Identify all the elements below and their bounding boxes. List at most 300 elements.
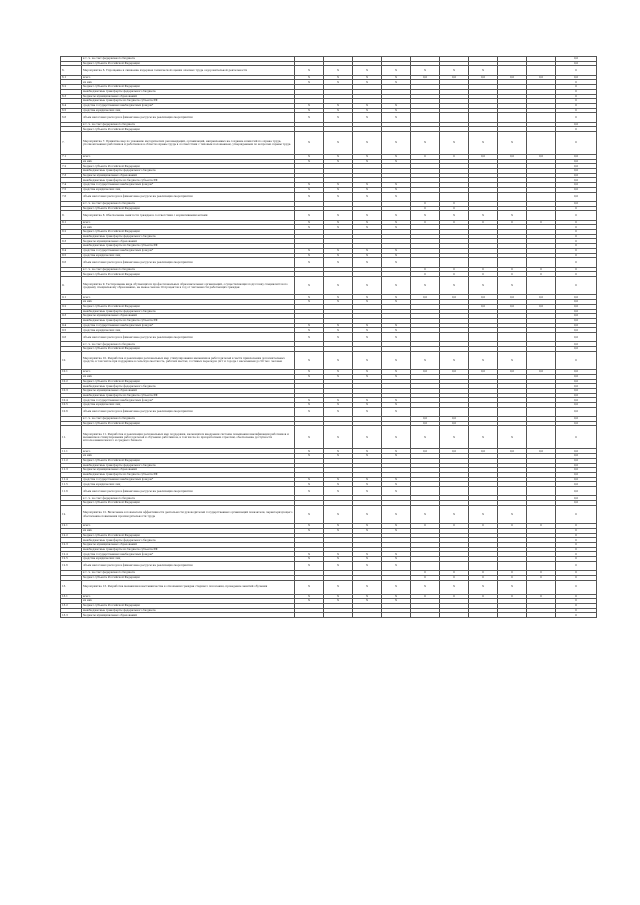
row-description: межбюджетные трансферты федерального бюджета (82, 538, 295, 543)
value-cell: X (353, 80, 382, 85)
row-number: 9.4 (61, 323, 82, 328)
row-description: Мероприятие 6. Упрощение и снижение издержек технической оценки опасных труда оздоровительной деятельности (82, 66, 295, 75)
table-row (61, 258, 597, 267)
value-cell: X (353, 374, 382, 379)
value-cell (440, 561, 469, 570)
total-cell: 0 (556, 244, 597, 249)
row-number: 11.4 (61, 477, 82, 482)
row-number: 10.5 (61, 403, 82, 408)
value-cell (411, 332, 440, 341)
value-cell (324, 613, 353, 618)
value-cell: X (382, 253, 411, 258)
value-cell (498, 561, 527, 570)
row-number: 9.6 (61, 332, 82, 341)
value-cell: X (353, 552, 382, 557)
value-cell: X (324, 482, 353, 487)
value-cell: 0,0 (440, 449, 469, 454)
row-number: 13.2 (61, 603, 82, 608)
value-cell: X (382, 211, 411, 220)
total-cell: 0,0 (556, 309, 597, 314)
value-cell (411, 561, 440, 570)
value-cell: 0 (440, 220, 469, 225)
value-cell (527, 192, 556, 201)
value-cell: 0,0 (527, 370, 556, 375)
total-cell: 0 (556, 89, 597, 94)
value-cell: 0,0 (498, 295, 527, 300)
value-cell: X (324, 75, 353, 80)
value-cell: X (324, 370, 353, 375)
value-cell (527, 258, 556, 267)
row-description: бюджеты муниципальных образований (82, 94, 295, 99)
value-cell: 0 (440, 201, 469, 206)
value-cell: X (353, 482, 382, 487)
value-cell: X (295, 561, 324, 570)
total-cell: 0,0 (556, 347, 597, 352)
value-cell: X (324, 248, 353, 253)
row-description: бюджет субъекта Российской Федерации (82, 61, 295, 66)
value-cell (527, 132, 556, 155)
value-cell: X (295, 132, 324, 155)
row-description: бюджет субъекта Российской Федерации (82, 164, 295, 169)
value-cell (498, 66, 527, 75)
value-cell: X (324, 300, 353, 305)
value-cell: 0 (469, 267, 498, 272)
row-description: из них (82, 374, 295, 379)
row-number: 9. (61, 276, 82, 295)
value-cell: X (353, 295, 382, 300)
value-cell: X (382, 108, 411, 113)
row-number: 8.2 (61, 230, 82, 235)
value-cell: X (498, 351, 527, 370)
value-cell: 0 (527, 220, 556, 225)
row-description: Мероприятие 8. Обеспечение занятости граждан в соответствии с нормативными актами (82, 211, 295, 220)
value-cell: X (382, 454, 411, 459)
total-cell: 0,0 (556, 332, 597, 341)
row-number: 12.2 (61, 533, 82, 538)
table-row (61, 486, 597, 495)
table-row (61, 613, 597, 618)
document-page (60, 56, 579, 618)
total-cell: 0 (556, 99, 597, 104)
value-cell: X (440, 351, 469, 370)
total-cell: 0 (556, 239, 597, 244)
value-cell: X (324, 398, 353, 403)
row-description: Мероприятие 12. Включение в показатели эффективности деятельности руководителей государственных организаций показателя, характеризующего обеспечение повышения производительности труда (82, 505, 295, 524)
value-cell: X (324, 220, 353, 225)
value-cell: X (353, 426, 382, 449)
value-cell: X (382, 328, 411, 333)
value-cell: X (382, 300, 411, 305)
value-cell: X (324, 323, 353, 328)
total-cell: 0,0 (556, 501, 597, 506)
total-cell: 0,0 (556, 384, 597, 389)
value-cell: X (353, 192, 382, 201)
row-number: 6. (61, 66, 82, 75)
value-cell: X (382, 75, 411, 80)
value-cell: X (324, 351, 353, 370)
value-cell: X (469, 426, 498, 449)
value-cell: X (295, 323, 324, 328)
value-cell: X (324, 557, 353, 562)
value-cell: X (382, 370, 411, 375)
total-cell: 0,0 (556, 407, 597, 416)
total-cell: 0 (556, 66, 597, 75)
row-number: 11.1 (61, 449, 82, 454)
total-cell: 0 (556, 557, 597, 562)
value-cell: 0 (411, 575, 440, 580)
value-cell: X (440, 132, 469, 155)
row-description: бюджеты муниципальных образований (82, 239, 295, 244)
row-description: межбюджетные трансферты федерального бюджета (82, 309, 295, 314)
row-description: из них (82, 225, 295, 230)
value-cell: X (324, 328, 353, 333)
value-cell (498, 407, 527, 416)
total-cell: 0,0 (556, 328, 597, 333)
total-cell: 0,0 (556, 159, 597, 164)
value-cell: 0 (440, 267, 469, 272)
total-cell: 0,0 (556, 169, 597, 174)
total-cell: 0,0 (556, 486, 597, 495)
row-description: бюджеты муниципальных образований (82, 314, 295, 319)
total-cell: 0 (556, 127, 597, 132)
total-cell: 0,0 (556, 370, 597, 375)
row-number: 10.1 (61, 370, 82, 375)
total-cell: 0,0 (556, 417, 597, 422)
value-cell: X (295, 557, 324, 562)
value-cell: X (353, 594, 382, 599)
value-cell: X (295, 103, 324, 108)
value-cell: X (295, 155, 324, 160)
total-cell: 0 (556, 543, 597, 548)
total-cell: 0,0 (556, 314, 597, 319)
value-cell: X (324, 599, 353, 604)
table-row (61, 66, 597, 75)
value-cell: X (295, 300, 324, 305)
value-cell: X (295, 80, 324, 85)
value-cell: X (353, 505, 382, 524)
total-cell: 0,0 (556, 57, 597, 62)
value-cell: X (382, 351, 411, 370)
table-row (61, 580, 597, 594)
row-number: 11.5 (61, 482, 82, 487)
total-cell: 0,0 (556, 304, 597, 309)
row-description: Мероприятие 11. Разработка и реализация региональных мер поддержки, касающихся внедрения системы повышения квалификации работников и механизмов стимулирования работодателей к обучению работников, в том числе по приоритетным отраслям, обеспечение доступности использования малого и среднего бизнеса (82, 426, 295, 449)
value-cell: 0,0 (527, 304, 556, 309)
value-cell: X (324, 528, 353, 533)
value-cell (411, 258, 440, 267)
value-cell: X (411, 211, 440, 220)
table-row (61, 192, 597, 201)
row-description: бюджет субъекта Российской Федерации (82, 85, 295, 90)
value-cell: X (324, 183, 353, 188)
total-cell: 0 (556, 220, 597, 225)
value-cell: X (295, 454, 324, 459)
value-cell: X (353, 132, 382, 155)
value-cell: X (324, 580, 353, 594)
value-cell: X (295, 187, 324, 192)
table-row (61, 561, 597, 570)
total-cell: 0 (556, 528, 597, 533)
value-cell: X (498, 211, 527, 220)
row-description: всего (82, 594, 295, 599)
value-cell: X (324, 276, 353, 295)
value-cell: X (324, 477, 353, 482)
value-cell: X (469, 580, 498, 594)
total-cell: 0,0 (556, 421, 597, 426)
value-cell: 0 (498, 272, 527, 277)
value-cell: 0,0 (527, 75, 556, 80)
row-description: из них (82, 454, 295, 459)
value-cell: 0 (469, 220, 498, 225)
row-description: бюджеты муниципальных образований (82, 468, 295, 473)
total-cell: 0 (556, 603, 597, 608)
value-cell: 0,0 (527, 295, 556, 300)
total-cell: 0,0 (556, 449, 597, 454)
total-cell: 0 (556, 580, 597, 594)
row-description: межбюджетные трансферты федерального бюджета (82, 463, 295, 468)
row-number: 7.5 (61, 187, 82, 192)
value-cell: X (295, 374, 324, 379)
total-cell: 0,0 (556, 75, 597, 80)
value-cell (527, 66, 556, 75)
row-description: бюджет субъекта Российской Федерации (82, 206, 295, 211)
value-cell: X (440, 426, 469, 449)
row-number: 7.1 (61, 155, 82, 160)
row-description: из них (82, 599, 295, 604)
value-cell: X (353, 403, 382, 408)
row-number: 10. (61, 351, 82, 370)
row-number: 13.1 (61, 594, 82, 599)
value-cell: X (382, 187, 411, 192)
value-cell: X (440, 276, 469, 295)
row-number: 6.5 (61, 108, 82, 113)
row-description: межбюджетные трансферты из бюджета субъекта РФ (82, 244, 295, 249)
total-cell: 0,0 (556, 173, 597, 178)
value-cell: 0 (469, 272, 498, 277)
value-cell: X (382, 155, 411, 160)
row-description: из них (82, 300, 295, 305)
value-cell: 0 (440, 272, 469, 277)
row-description: бюджет субъекта Российской Федерации (82, 230, 295, 235)
value-cell: X (382, 426, 411, 449)
value-cell: 0 (411, 201, 440, 206)
value-cell: X (353, 108, 382, 113)
value-cell: X (353, 580, 382, 594)
total-cell: 0,0 (556, 454, 597, 459)
value-cell: X (324, 486, 353, 495)
row-number: 8.3 (61, 239, 82, 244)
value-cell (469, 561, 498, 570)
value-cell: X (295, 580, 324, 594)
row-description: межбюджетные трансферты из бюджета субъекта РФ (82, 318, 295, 323)
value-cell: X (382, 528, 411, 533)
row-description: Мероприятие 10. Разработка и реализация региональных мер стимулирования механизмов работодателей в части привлечения дополнительных средств, в том числе при поддержке в сельскую местность, рабочих местах, гостиных пересадок (пгт и города с населением до 50 тыс. человек (82, 351, 295, 370)
total-cell: 0 (556, 80, 597, 85)
value-cell: X (353, 187, 382, 192)
value-cell: X (353, 211, 382, 220)
value-cell: X (295, 328, 324, 333)
value-cell (382, 613, 411, 618)
total-cell: 0 (556, 547, 597, 552)
row-description: Мероприятие 13. Разработка механизмов наставничества в отношении граждан старшего поколения, проведение занятий обучения (82, 580, 295, 594)
value-cell: 0,0 (411, 75, 440, 80)
table-body (61, 57, 597, 618)
value-cell: X (324, 225, 353, 230)
value-cell: X (353, 599, 382, 604)
value-cell: 0 (527, 267, 556, 272)
row-description: средства государственных внебюджетных фондов* (82, 552, 295, 557)
total-cell: 0,0 (556, 393, 597, 398)
total-cell: 0 (556, 267, 597, 272)
value-cell: X (353, 248, 382, 253)
row-number: 13. (61, 580, 82, 594)
value-cell: X (382, 113, 411, 122)
row-number: 6.1 (61, 75, 82, 80)
row-description: объем налоговых расходов в финансовые ресурсы на реализацию мероприятия (82, 113, 295, 122)
value-cell: X (382, 449, 411, 454)
value-cell (527, 407, 556, 416)
value-cell: X (324, 132, 353, 155)
value-cell: X (382, 486, 411, 495)
row-number: 9.2 (61, 304, 82, 309)
value-cell: X (382, 374, 411, 379)
value-cell: X (411, 66, 440, 75)
value-cell: X (295, 113, 324, 122)
value-cell: 0,0 (469, 449, 498, 454)
value-cell: X (295, 552, 324, 557)
total-cell: 0,0 (556, 122, 597, 127)
total-cell: 0 (556, 594, 597, 599)
row-description: средства юридических лиц (82, 557, 295, 562)
value-cell: X (324, 258, 353, 267)
row-number: 6.2 (61, 85, 82, 90)
value-cell: X (382, 225, 411, 230)
value-cell: X (295, 159, 324, 164)
value-cell (411, 407, 440, 416)
value-cell: 0,0 (527, 449, 556, 454)
row-description: всего (82, 75, 295, 80)
total-cell: 0,0 (556, 398, 597, 403)
table-row (61, 211, 597, 220)
value-cell: X (382, 258, 411, 267)
value-cell: X (498, 505, 527, 524)
value-cell: X (353, 253, 382, 258)
value-cell: X (295, 477, 324, 482)
row-description: в т. ч. за счет федерального бюджета (82, 201, 295, 206)
value-cell: X (382, 599, 411, 604)
value-cell: X (353, 159, 382, 164)
value-cell: X (295, 66, 324, 75)
value-cell (440, 407, 469, 416)
value-cell (527, 113, 556, 122)
table-row (61, 505, 597, 524)
value-cell: 0,0 (498, 449, 527, 454)
value-cell: X (353, 155, 382, 160)
value-cell: X (295, 486, 324, 495)
value-cell: X (382, 103, 411, 108)
table-row (61, 276, 597, 295)
value-cell (527, 276, 556, 295)
value-cell: 0 (498, 267, 527, 272)
value-cell (469, 613, 498, 618)
value-cell (440, 332, 469, 341)
value-cell: X (295, 528, 324, 533)
value-cell: X (295, 482, 324, 487)
value-cell: 0,0 (440, 75, 469, 80)
total-cell: 0 (556, 538, 597, 543)
total-cell: 0 (556, 253, 597, 258)
total-cell: 0,0 (556, 463, 597, 468)
value-cell: X (382, 132, 411, 155)
row-description: объем налоговых расходов в финансовые ресурсы на реализацию мероприятия (82, 332, 295, 341)
row-description: бюджеты муниципальных образований (82, 388, 295, 393)
value-cell: X (353, 75, 382, 80)
row-description: межбюджетные трансферты из бюджета субъекта РФ (82, 393, 295, 398)
row-description: межбюджетные трансферты из бюджета субъекта РФ (82, 472, 295, 477)
row-description: в т. ч. за счет федерального бюджета (82, 571, 295, 576)
row-description: из них (82, 80, 295, 85)
row-description: средства юридических лиц (82, 328, 295, 333)
value-cell: X (469, 505, 498, 524)
value-cell: 0 (440, 575, 469, 580)
value-cell: 0,0 (498, 155, 527, 160)
total-cell: 0,0 (556, 458, 597, 463)
total-cell: 0 (556, 426, 597, 449)
value-cell: 0,0 (411, 417, 440, 422)
row-description: в т. ч. за счет федерального бюджета (82, 267, 295, 272)
value-cell: 0,0 (440, 417, 469, 422)
total-cell: 0 (556, 225, 597, 230)
row-number: 8.4 (61, 248, 82, 253)
value-cell: X (353, 300, 382, 305)
value-cell: 0,0 (469, 295, 498, 300)
row-description: бюджет субъекта Российской Федерации (82, 421, 295, 426)
value-cell: 0 (527, 594, 556, 599)
value-cell: X (469, 211, 498, 220)
value-cell: 0 (411, 524, 440, 529)
value-cell: X (440, 66, 469, 75)
total-cell: 0 (556, 211, 597, 220)
value-cell: X (295, 403, 324, 408)
value-cell: X (324, 374, 353, 379)
row-number: 12. (61, 505, 82, 524)
value-cell: X (295, 449, 324, 454)
value-cell: X (295, 192, 324, 201)
total-cell: 0 (556, 608, 597, 613)
value-cell: X (324, 159, 353, 164)
total-cell: 0 (556, 230, 597, 235)
value-cell: X (295, 398, 324, 403)
total-cell: 0,0 (556, 201, 597, 206)
value-cell: X (382, 80, 411, 85)
value-cell: X (353, 454, 382, 459)
row-description: бюджет субъекта Российской Федерации (82, 501, 295, 506)
value-cell: X (353, 561, 382, 570)
row-number: 9.1 (61, 295, 82, 300)
value-cell: X (382, 407, 411, 416)
value-cell: X (382, 192, 411, 201)
total-cell: 0 (556, 533, 597, 538)
row-description: средства государственных внебюджетных фондов* (82, 398, 295, 403)
row-description: объем налоговых расходов в финансовые ресурсы на реализацию мероприятия (82, 258, 295, 267)
value-cell (527, 332, 556, 341)
row-description: бюджет субъекта Российской Федерации (82, 603, 295, 608)
row-description: всего (82, 295, 295, 300)
row-number: 10.4 (61, 398, 82, 403)
value-cell: X (295, 370, 324, 375)
total-cell: 0,0 (556, 61, 597, 66)
row-description: бюджет субъекта Российской Федерации (82, 575, 295, 580)
